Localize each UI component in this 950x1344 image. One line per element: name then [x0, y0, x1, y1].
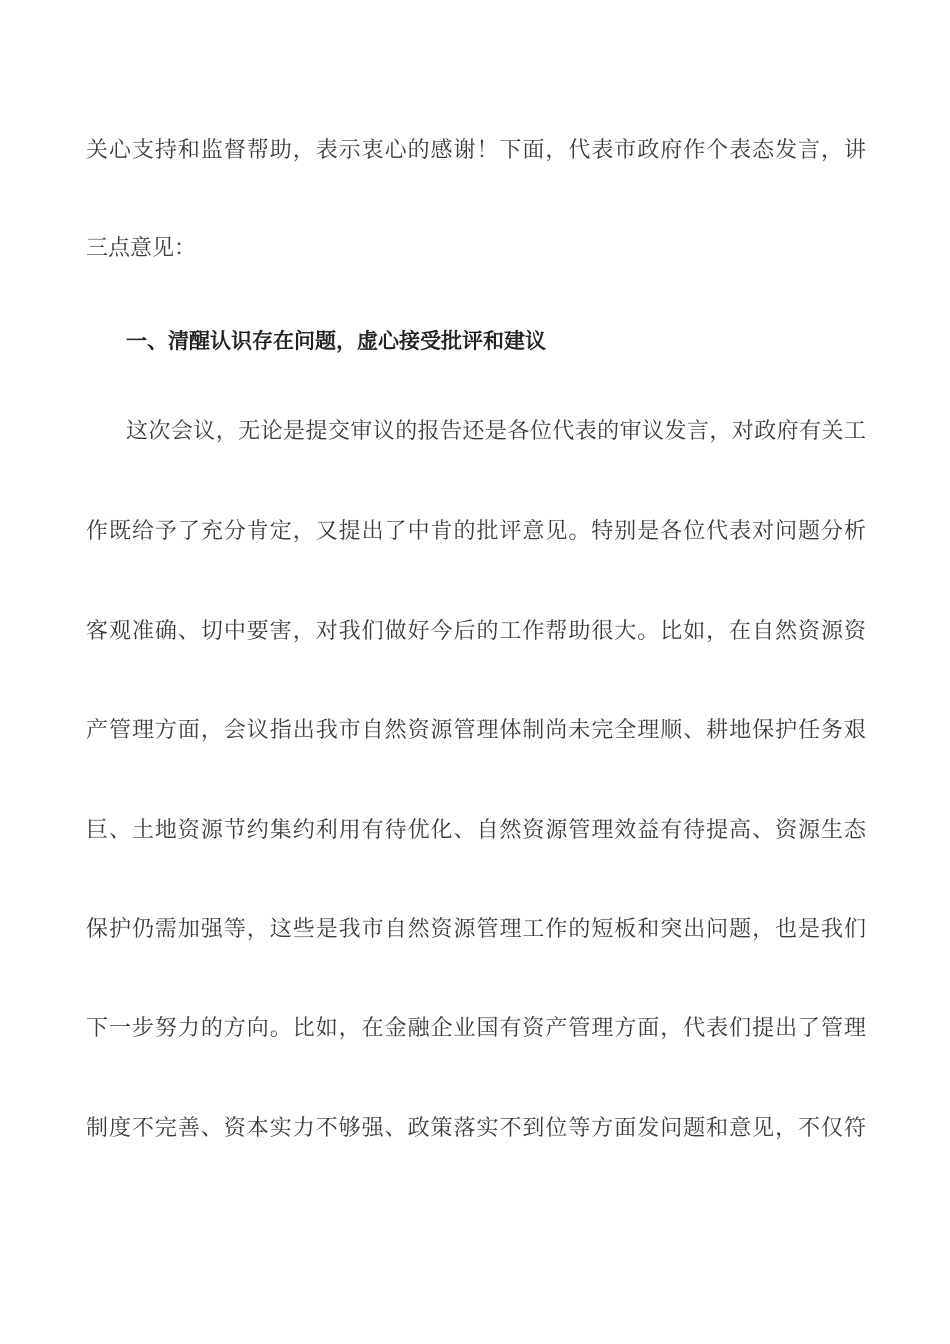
paragraph-line: 制度不完善、资本实力不够强、政策落实不到位等方面发问题和意见，不仅符 — [86, 1116, 866, 1141]
paragraph-line: 关心支持和监督帮助，表示衷心的感谢！下面，代表市政府作个表态发言，讲 — [86, 138, 866, 163]
paragraph-line: 巨、土地资源节约集约利用有待优化、自然资源管理效益有待提高、资源生态 — [86, 818, 866, 843]
paragraph-line: 产管理方面，会议指出我市自然资源管理体制尚未完全理顺、耕地保护任务艰 — [86, 718, 866, 743]
paragraph-line: 客观准确、切中要害，对我们做好今后的工作帮助很大。比如，在自然资源资 — [86, 619, 866, 644]
paragraph-line: 这次会议，无论是提交审议的报告还是各位代表的审议发言，对政府有关工 — [126, 419, 866, 444]
paragraph-line: 作既给予了充分肯定，又提出了中肯的批评意见。特别是各位代表对问题分析 — [86, 519, 866, 544]
paragraph-line: 三点意见： — [86, 236, 197, 261]
section-heading: 一、清醒认识存在问题，虚心接受批评和建议 — [126, 329, 546, 353]
paragraph-line: 下一步努力的方向。比如，在金融企业国有资产管理方面，代表们提出了管理 — [86, 1016, 866, 1041]
paragraph-line: 保护仍需加强等，这些是我市自然资源管理工作的短板和突出问题，也是我们 — [86, 917, 866, 942]
